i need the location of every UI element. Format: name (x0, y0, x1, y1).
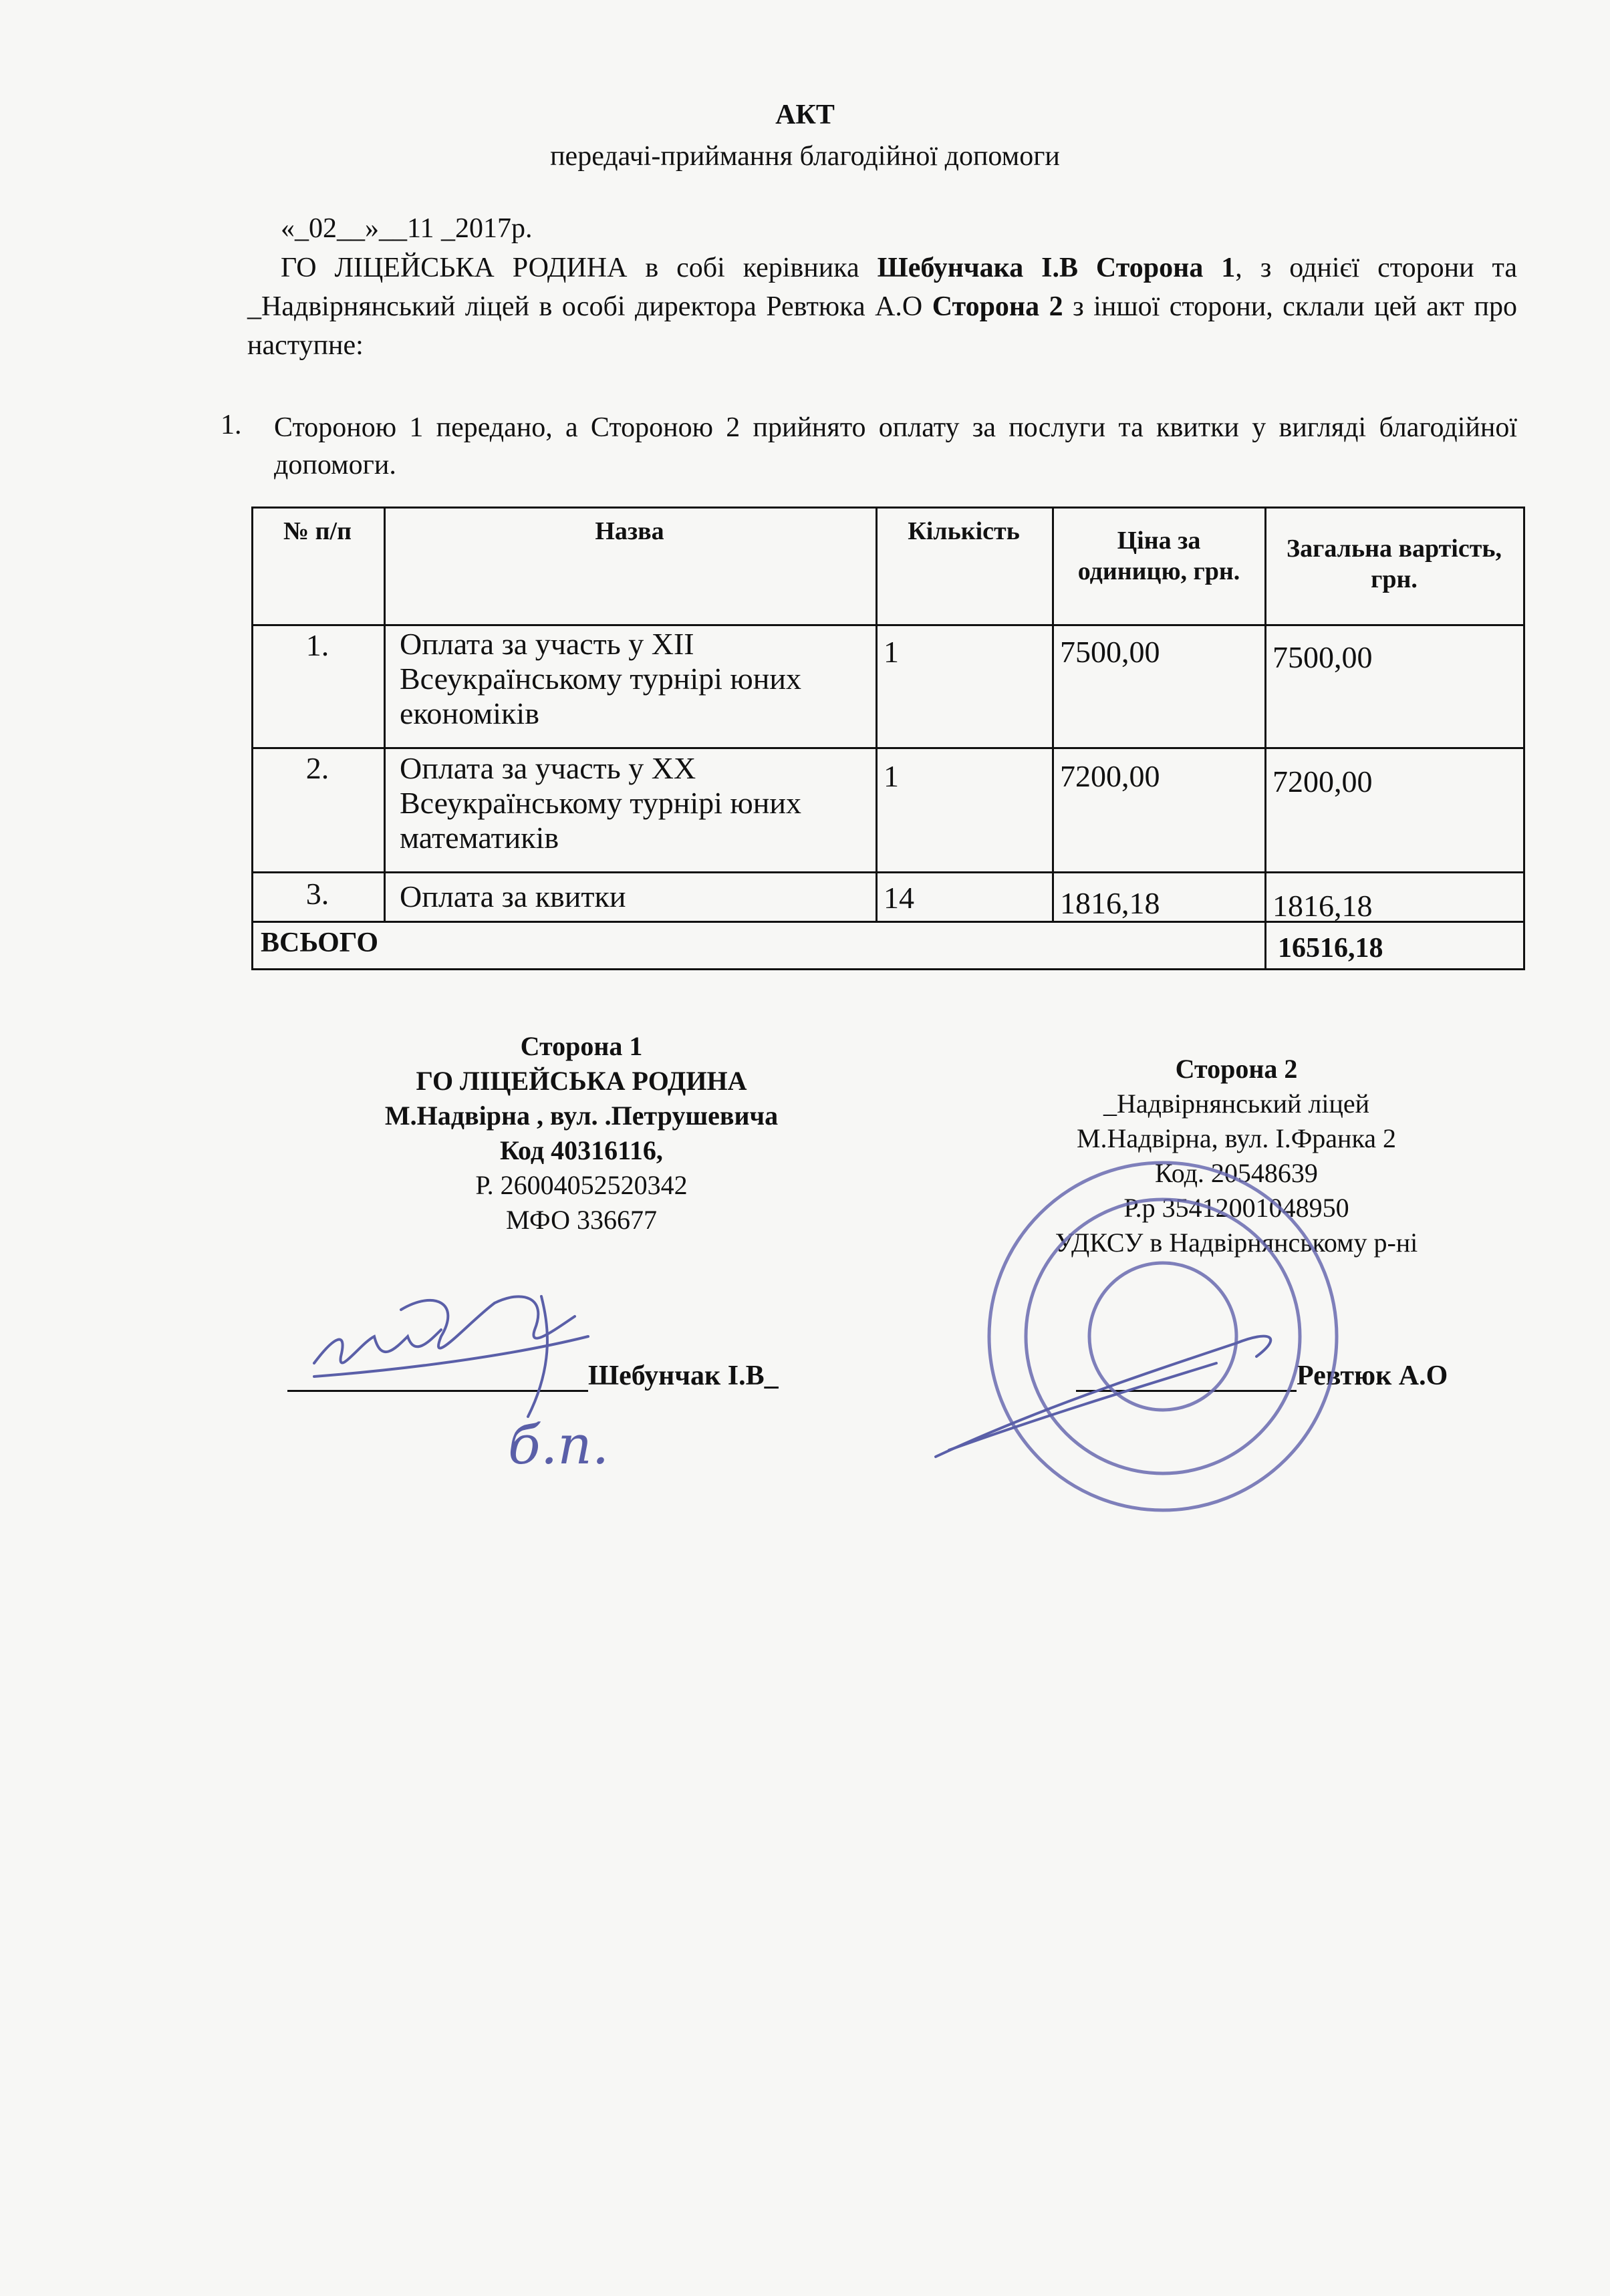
total-value: 16516,18 (1278, 933, 1383, 964)
intro-text-1: ГО ЛІЦЕЙСЬКА РОДИНА в собі керівника (281, 253, 878, 283)
side1-address: М.Надвірна , вул. .Петрушевича (384, 1101, 779, 1131)
row3-num: 3. (305, 877, 329, 911)
side2-title: Сторона 2 (1175, 1054, 1298, 1084)
side2-account: Р.р 35412001048950 (1123, 1193, 1349, 1223)
side1-title: Сторона 1 (520, 1031, 643, 1061)
row3-total: 1816,18 (1272, 889, 1373, 923)
side1-mfo: МФО 336677 (505, 1205, 657, 1235)
side1-handwritten-signature (314, 1296, 588, 1417)
side1-org: ГО ЛІЦЕЙСЬКА РОДИНА (416, 1066, 747, 1096)
row2-price: 7200,00 (1060, 759, 1160, 793)
intro-text-3: з іншої сторони, склали цей акт про наступне: (247, 291, 1517, 361)
row2-qty: 1 (884, 759, 899, 793)
row1-qty: 1 (884, 635, 899, 669)
side1-code: Код 40316116, (500, 1135, 663, 1165)
handwritten-note (508, 1414, 609, 1476)
school-stamp (989, 1163, 1337, 1510)
side2-bank: УДКСУ в Надвірнянському р-ні (1055, 1228, 1418, 1258)
header-name: Назва (595, 517, 664, 545)
item-text: Стороною 1 передано, а Стороною 2 прийнято оплату за послуги та квитки у вигляді благодійної допомоги. (274, 412, 1517, 480)
document-date: «_02__»__11 _2017р. (281, 213, 533, 244)
item-number: 1. (221, 410, 242, 440)
row1-total: 7500,00 (1272, 640, 1373, 674)
side2-code: Код. 20548639 (1155, 1158, 1318, 1188)
side2-handwritten-signature (936, 1336, 1270, 1457)
row2-name: Оплата за участь у XX Всеукраїнському турнірі юних математиків (400, 751, 802, 855)
intro-side2-bold: Сторона 2 (932, 291, 1063, 322)
row1-price: 7500,00 (1060, 635, 1160, 669)
document-subtitle: передачі-приймання благодійної допомоги (550, 141, 1060, 172)
side1-signer: Шебунчак І.В_ (588, 1360, 779, 1391)
header-price: Ціна за одиницю, грн. (1077, 527, 1240, 585)
total-label: ВСЬОГО (261, 927, 379, 958)
row2-total: 7200,00 (1272, 764, 1373, 799)
header-qty: Кількість (908, 517, 1020, 545)
header-num: № п/п (283, 517, 352, 545)
document-title: АКТ (775, 100, 835, 130)
svg-text:б.п.: б.п. (508, 1414, 610, 1476)
row1-num: 1. (305, 628, 329, 662)
row2-num: 2. (305, 751, 329, 785)
side2-signer: Ревтюк А.О (1297, 1360, 1448, 1391)
intro-side1-bold: Шебунчака І.В Сторона 1 (877, 253, 1236, 283)
side1-account: Р. 26004052520342 (475, 1170, 688, 1200)
side2-address: М.Надвірна, вул. І.Франка 2 (1076, 1123, 1397, 1153)
header-total: Загальна вартість, грн. (1287, 535, 1502, 593)
side2-org: _Надвірнянський ліцей (1103, 1089, 1370, 1119)
row3-qty: 14 (884, 881, 914, 915)
row3-name: Оплата за квитки (400, 879, 626, 913)
intro-text-2: , з однієї сторони та _Надвірнянський ліцей в особі директора Ревтюка А.О (247, 253, 1517, 322)
row1-name: Оплата за участь у XII Всеукраїнському турнірі юних економіків (400, 627, 802, 730)
row3-price: 1816,18 (1060, 886, 1160, 920)
